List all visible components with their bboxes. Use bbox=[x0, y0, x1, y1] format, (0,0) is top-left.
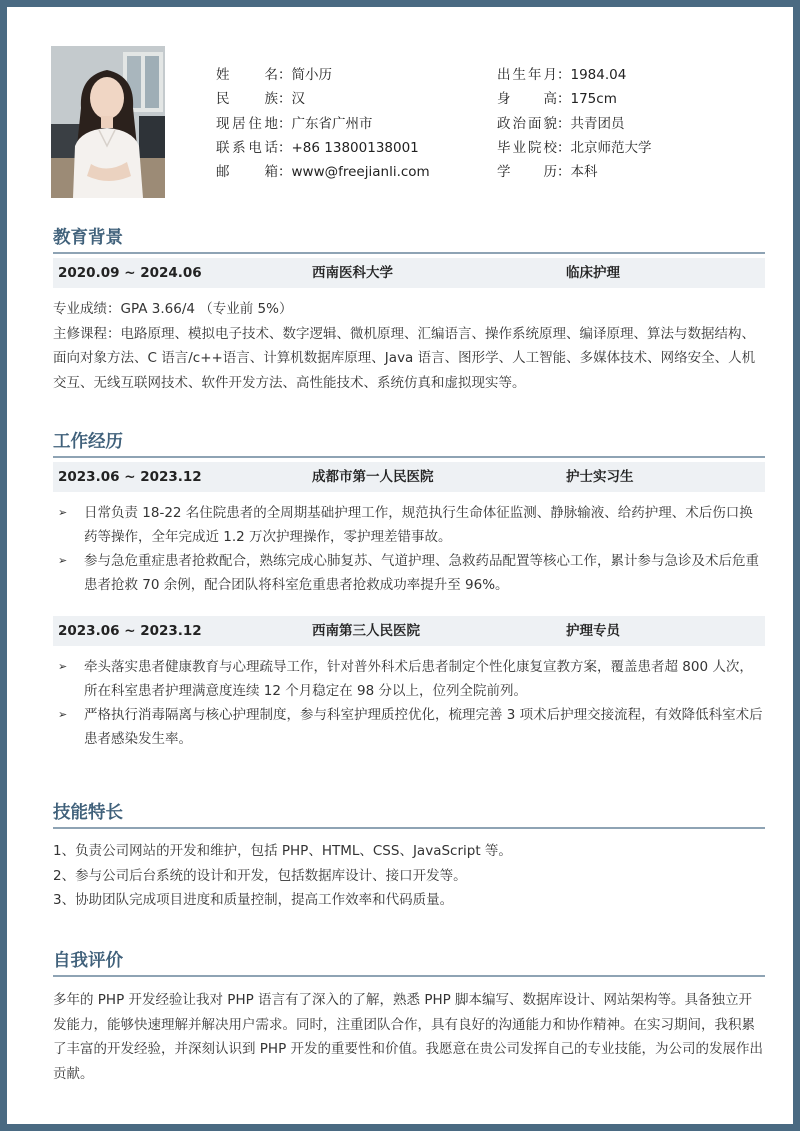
profile-info-right bbox=[497, 63, 652, 184]
info-label: 邮箱 bbox=[216, 164, 278, 181]
education-school: 西南医科大学 bbox=[312, 265, 393, 281]
info-row-name bbox=[216, 63, 430, 87]
info-sep: ： bbox=[557, 115, 571, 132]
education-entry-head bbox=[53, 258, 765, 288]
list-item: 1、负责公司网站的开发和维护，包括 PHP、HTML、CSS、JavaScript 等。 bbox=[53, 843, 512, 859]
info-row-ethnicity bbox=[216, 87, 430, 111]
list-item bbox=[53, 549, 765, 597]
info-label: 出生年月 bbox=[497, 67, 557, 83]
profile-photo bbox=[51, 46, 165, 198]
info-value: 本科 bbox=[570, 164, 598, 181]
arrowhead-bullet-icon: ➢ bbox=[58, 554, 68, 567]
bullet-text: 日常负责 18-22 名住院患者的全周期基础护理工作，规范执行生命体征监测、静脉输液、给药护理、术后伤口换药等操作，全年完成近 1.2 万次护理操作，零护理差错事故。 bbox=[84, 505, 753, 545]
bullet-text: 牵头落实患者健康教育与心理疏导工作，针对普外科术后患者制定个性化康复宣教方案，覆盖患者超 800 人次，所在科室患者护理满意度连续 12 个月稳定在 98 分以上，位列全院前列。 bbox=[84, 659, 753, 699]
info-value: 广东省广州市 bbox=[291, 115, 373, 132]
info-value: www@freejianli.com bbox=[291, 164, 430, 181]
info-value: 175cm bbox=[570, 91, 617, 108]
section-title-education: 教育背景 bbox=[53, 225, 765, 254]
info-label: 政治面貌 bbox=[497, 115, 557, 132]
arrowhead-bullet-icon: ➢ bbox=[58, 708, 68, 721]
arrowhead-bullet-icon: ➢ bbox=[58, 660, 68, 673]
info-row-degree bbox=[497, 160, 652, 184]
info-value: 共青团员 bbox=[570, 115, 625, 132]
list-item: 2、参与公司后台系统的设计和开发，包括数据库设计、接口开发等。 bbox=[53, 867, 467, 884]
work-entry-head bbox=[53, 462, 765, 492]
info-value: +86 13800138001 bbox=[291, 139, 419, 156]
work-period: 2023.06 ~ 2023.12 bbox=[58, 623, 202, 639]
skills-section bbox=[53, 800, 765, 913]
work-bullets bbox=[53, 501, 765, 597]
profile-info-left bbox=[216, 63, 430, 184]
info-row-height bbox=[497, 87, 652, 111]
skills-list bbox=[53, 839, 765, 913]
info-row-school bbox=[497, 136, 652, 160]
education-section bbox=[53, 225, 765, 395]
education-score: 专业成绩：GPA 3.66/4 （专业前 5%） bbox=[53, 301, 293, 317]
education-major: 临床护理 bbox=[566, 265, 620, 281]
work-bullets bbox=[53, 655, 765, 751]
info-row-residence bbox=[216, 112, 430, 136]
info-value: 简小历 bbox=[291, 67, 332, 83]
self-eval-text: 多年的 PHP 开发经验让我对 PHP 语言有了深入的了解，熟悉 PHP 脚本编写、数据库设计、网站架构等。具备独立开发能力，能够快速理解并解决用户需求。同时，注重团队合作，具有良好的沟通能力和协作精神。在实习期间，我积累了丰富的开发经验，并深刻认识到 PHP 开发的重要性和价值。我愿意在贵公司发挥自己的专业技能，为公司的发展作出贡献。 bbox=[53, 992, 764, 1082]
info-row-birth bbox=[497, 63, 652, 87]
section-title-work: 工作经历 bbox=[53, 429, 765, 458]
list-item bbox=[53, 501, 765, 549]
work-role: 护理专员 bbox=[566, 623, 620, 639]
work-org: 成都市第一人民医院 bbox=[312, 469, 434, 485]
list-item bbox=[53, 703, 765, 751]
info-value: 北京师范大学 bbox=[570, 139, 652, 156]
info-sep: ： bbox=[278, 139, 292, 156]
education-period: 2020.09 ~ 2024.06 bbox=[58, 265, 202, 281]
info-label: 毕业院校 bbox=[497, 139, 557, 156]
info-sep: ： bbox=[557, 164, 571, 181]
work-section bbox=[53, 429, 765, 751]
info-row-email bbox=[216, 160, 430, 184]
info-label: 身高 bbox=[497, 91, 557, 108]
self-eval-section bbox=[53, 948, 765, 1086]
info-label: 现居住地 bbox=[216, 115, 278, 132]
work-org: 西南第三人民医院 bbox=[312, 623, 420, 639]
info-sep: ： bbox=[278, 115, 292, 132]
info-sep: ： bbox=[278, 67, 292, 83]
list-item bbox=[53, 655, 765, 703]
work-role: 护士实习生 bbox=[566, 469, 634, 485]
work-entry-head bbox=[53, 616, 765, 646]
info-sep: ： bbox=[557, 91, 571, 108]
arrowhead-bullet-icon: ➢ bbox=[58, 506, 68, 519]
info-sep: ： bbox=[557, 139, 571, 156]
section-title-skills: 技能特长 bbox=[53, 800, 765, 829]
info-label: 学历 bbox=[497, 164, 557, 181]
bullet-text: 严格执行消毒隔离与核心护理制度，参与科室护理质控优化，梳理完善 3 项术后护理交接流程，有效降低科室术后患者感染发生率。 bbox=[84, 707, 763, 747]
list-item: 3、协助团队完成项目进度和质量控制，提高工作效率和代码质量。 bbox=[53, 892, 454, 908]
bullet-text: 参与急危重症患者抢救配合，熟练完成心肺复苏、气道护理、急救药品配置等核心工作，累计参与急诊及术后危重患者抢救 70 余例，配合团队将科室危重患者抢救成功率提升至 96%。 bbox=[84, 553, 759, 593]
resume-page bbox=[7, 7, 793, 1124]
section-title-self-eval: 自我评价 bbox=[53, 948, 765, 977]
info-row-phone bbox=[216, 136, 430, 160]
work-period: 2023.06 ~ 2023.12 bbox=[58, 469, 202, 485]
info-sep: ： bbox=[557, 67, 571, 83]
info-label: 民族 bbox=[216, 91, 278, 108]
info-sep: ： bbox=[278, 91, 292, 108]
info-row-political bbox=[497, 112, 652, 136]
info-label: 联系电话 bbox=[216, 139, 278, 156]
info-value: 1984.04 bbox=[570, 67, 627, 83]
info-sep: ： bbox=[278, 164, 292, 181]
info-value: 汉 bbox=[291, 91, 305, 108]
info-label: 姓名 bbox=[216, 67, 278, 83]
education-courses: 主修课程：电路原理、模拟电子技术、数字逻辑、微机原理、汇编语言、操作系统原理、编译原理、算法与数据结构、面向对象方法、C 语言/c++语言、计算机数据库原理、Java 语言、图形学、人工智能、多媒体技术、网络安全、人机交互、无线互联网技术、软件开发方法、高性能技术、系统仿真和虚拟现实等。 bbox=[53, 325, 756, 391]
